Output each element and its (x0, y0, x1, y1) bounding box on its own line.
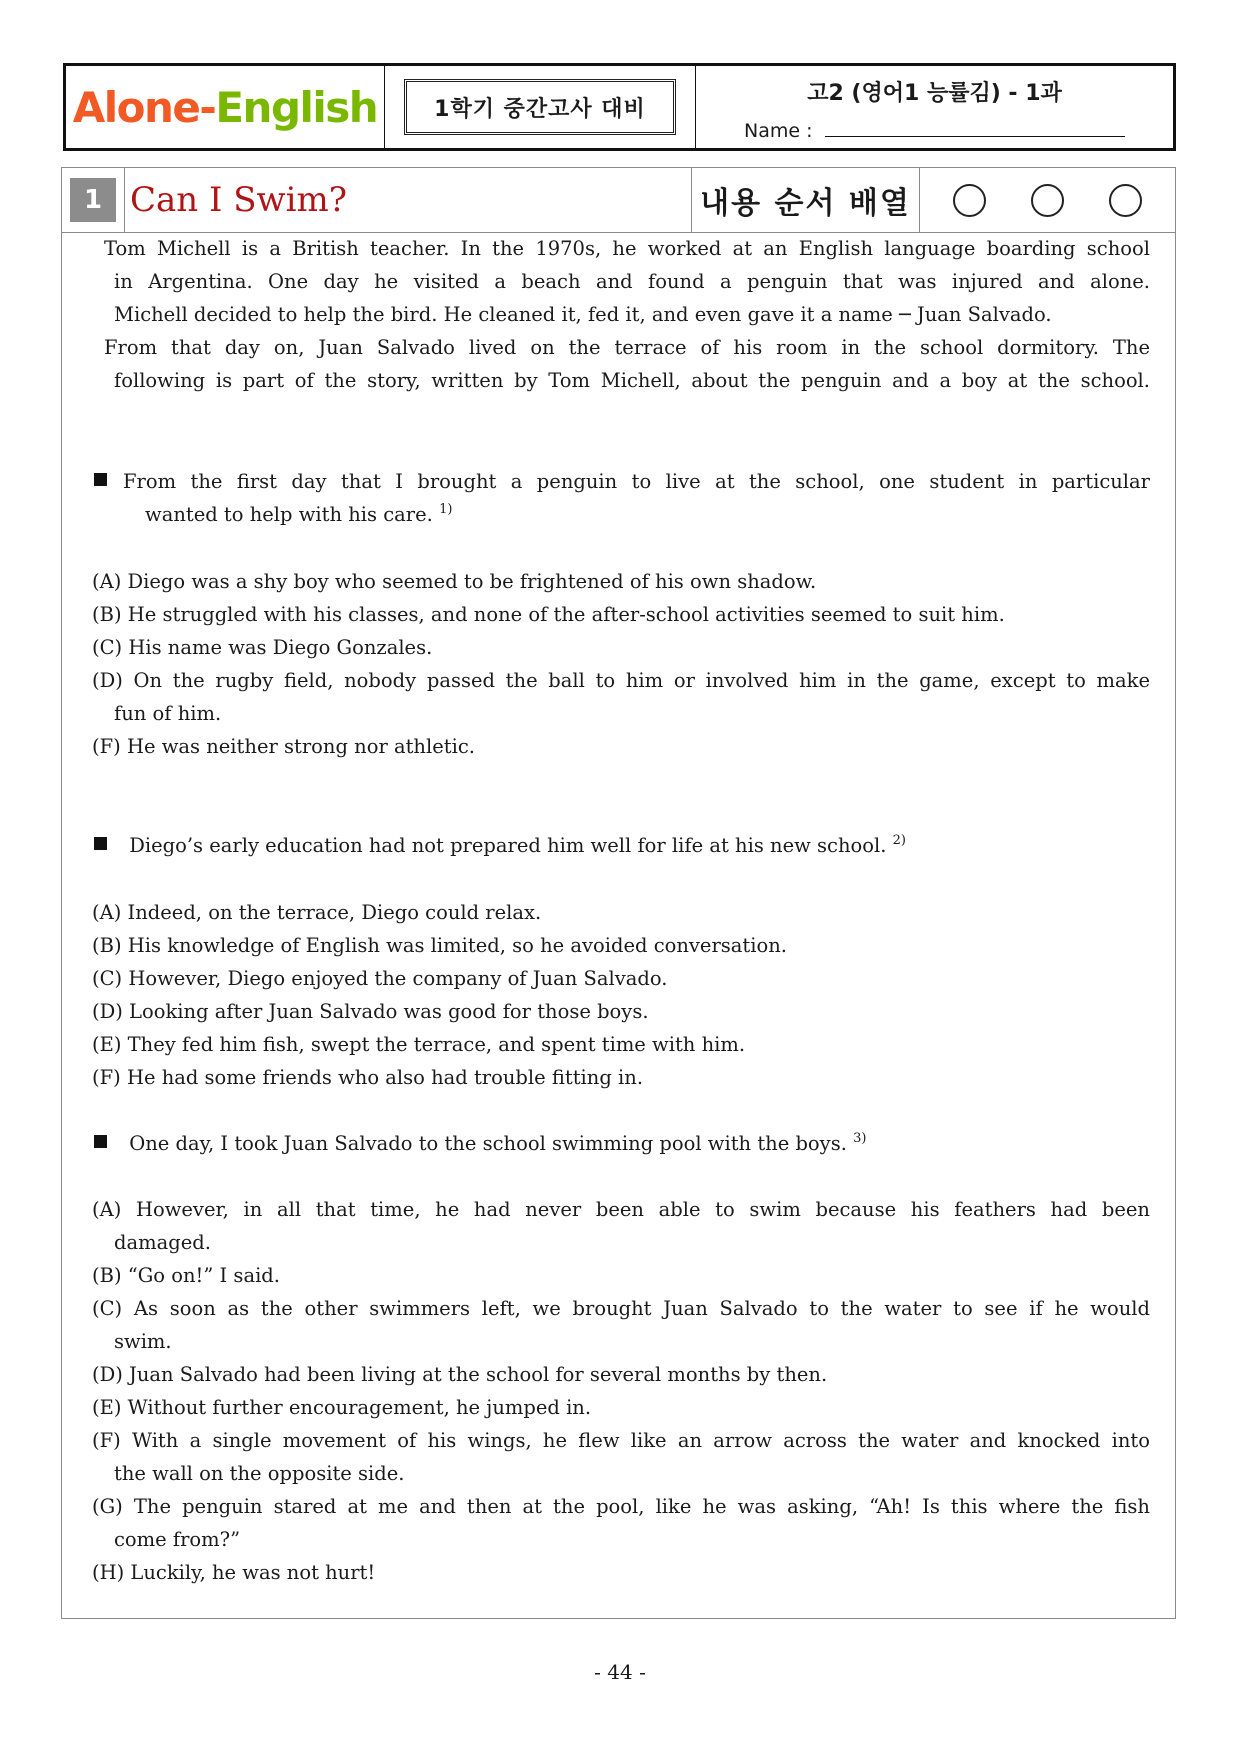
list-item-continuation (92, 1457, 1150, 1490)
footnote-marker: 2) (892, 833, 906, 848)
list-item-continuation-text: swim. (114, 1330, 172, 1353)
list-item-continuation-text: damaged. (114, 1231, 211, 1254)
footnote-marker: 1) (439, 502, 453, 517)
list-item-continuation-text: fun of him. (114, 702, 222, 725)
bullet-square-icon (94, 1135, 107, 1148)
answer-circles (920, 168, 1175, 232)
block3-lead-text: One day, I took Juan Salvado to the school swimming pool with the boys. (129, 1132, 847, 1155)
list-item: (C) His name was Diego Gonzales. (92, 636, 433, 659)
intro-line-1: Tom Michell is a British teacher. In the 1970s, he worked at an English language boarding school (104, 237, 1150, 260)
list-item: (B) “Go on!” I said. (92, 1264, 280, 1287)
block1-lead-line-2-row (145, 498, 452, 531)
block2-lead (94, 829, 1150, 862)
question-title: Can I Swim? (125, 168, 692, 232)
list-item: (E) They fed him fish, swept the terrace, and spent time with him. (92, 1033, 746, 1056)
answer-circle-2[interactable] (1031, 184, 1064, 217)
list-item-continuation (92, 1226, 1150, 1259)
block1-lead (94, 465, 1150, 498)
list-item: (D) On the rugby field, nobody passed the ball to him or involved him in the game, except to make (92, 669, 1150, 692)
name-field[interactable] (825, 120, 1125, 137)
list-item: (E) Without further encouragement, he jumped in. (92, 1396, 592, 1419)
intro-line-3: Michell decided to help the bird. He cleaned it, fed it, and even gave it a name ─ Juan Salvado. (114, 303, 1052, 326)
worksheet-header (63, 63, 1176, 151)
brand-logo (66, 66, 385, 148)
brand-dash: - (199, 82, 216, 132)
list-item-continuation-text: come from?” (114, 1528, 241, 1551)
list-item-continuation (92, 697, 1150, 730)
list-item: (H) Luckily, he was not hurt! (92, 1561, 376, 1584)
list-item: (B) He struggled with his classes, and none of the after-school activities seemed to suit him. (92, 603, 1005, 626)
meta-cell (696, 66, 1173, 148)
task-label: 내용 순서 배열 (692, 168, 920, 232)
list-item: (A) However, in all that time, he had never been able to swim because his feathers had been (92, 1198, 1150, 1221)
list-item-continuation (92, 1523, 1150, 1556)
intro-line-5: following is part of the story, written by Tom Michell, about the penguin and a boy at the school. (114, 369, 1150, 392)
list-item-continuation (92, 1325, 1150, 1358)
answer-circle-1[interactable] (953, 184, 986, 217)
list-item: (F) He was neither strong nor athletic. (92, 735, 475, 758)
question-number-cell (62, 168, 125, 232)
brand-english: English (215, 82, 378, 132)
list-item: (C) As soon as the other swimmers left, we brought Juan Salvado to the water to see if he would (92, 1297, 1150, 1320)
block1-lead-line-1: From the first day that I brought a penguin to live at the school, one student in particular (123, 470, 1150, 493)
list-item: (C) However, Diego enjoyed the company of Juan Salvado. (92, 967, 668, 990)
block2-lead-text: Diego’s early education had not prepared him well for life at his new school. (129, 834, 887, 857)
list-item: (D) Juan Salvado had been living at the school for several months by then. (92, 1363, 828, 1386)
page-number: - 44 - (594, 1660, 646, 1684)
bullet-square-icon (94, 473, 107, 486)
list-item: (G) The penguin stared at me and then at the pool, like he was asking, “Ah! Is this where the fish (92, 1495, 1150, 1518)
question-number: 1 (70, 178, 116, 222)
brand-alone: Alone (72, 82, 200, 132)
block1-lead-line-2: wanted to help with his care. (145, 503, 433, 526)
name-row (744, 120, 1125, 142)
exam-label: 1학기 중간고사 대비 (404, 79, 676, 135)
list-item: (A) Indeed, on the terrace, Diego could relax. (92, 901, 542, 924)
list-item-continuation-text: the wall on the opposite side. (114, 1462, 405, 1485)
list-item: (F) With a single movement of his wings, he flew like an arrow across the water and knocked into (92, 1429, 1150, 1452)
bullet-square-icon (94, 837, 107, 850)
list-item: (F) He had some friends who also had trouble fitting in. (92, 1066, 644, 1089)
exam-cell (385, 66, 696, 148)
list-item: (D) Looking after Juan Salvado was good for those boys. (92, 1000, 649, 1023)
name-label: Name : (744, 120, 813, 142)
list-item: (A) Diego was a shy boy who seemed to be frightened of his own shadow. (92, 570, 817, 593)
intro-line-2: in Argentina. One day he visited a beach and found a penguin that was injured and alone. (114, 270, 1150, 293)
answer-circle-3[interactable] (1109, 184, 1142, 217)
list-item: (B) His knowledge of English was limited, so he avoided conversation. (92, 934, 787, 957)
block3-lead (94, 1127, 1150, 1160)
question-title-bar (62, 168, 1175, 233)
intro-line-4: From that day on, Juan Salvado lived on the terrace of his room in the school dormitory. The (104, 336, 1150, 359)
footnote-marker: 3) (853, 1131, 867, 1146)
grade-label: 고2 (영어1 능률김) - 1과 (807, 81, 1062, 106)
